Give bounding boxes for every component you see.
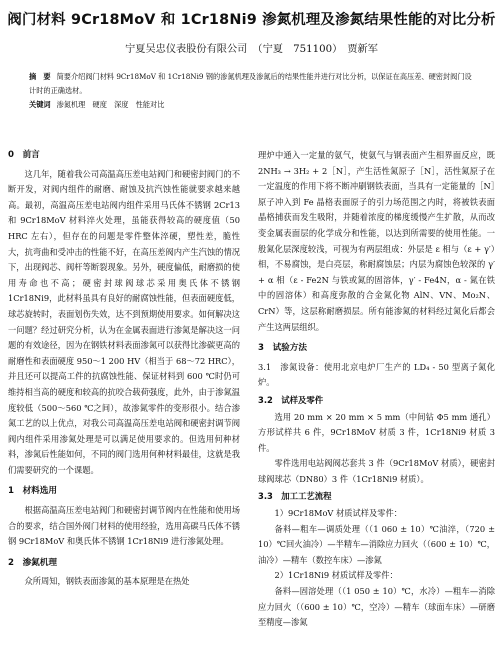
materials-paragraph: 根据高温高压差电站阀门和硬密封调节阀内在性能和使用场合的要求，结合国外阀门材料的使用经验，选用高碳马氏体不锈钢 9Cr18MoV 和奥氏体不锈钢 1Cr18Ni9 进行渗氮处理。 bbox=[8, 505, 240, 547]
mechanism-paragraph-continued: 理炉中通入一定量的氨气，使氨气与钢表面产生相界面反应，既 2NH₃ → 3H₂ + 2［N］，产生活性氮原子［N］，活性氮原子在一定温度的作用下将不断冲刷钢铁表面，当具有一定能量的［N］原子冲入到 Fe 晶格表面原子的引力场范围之内时，将被铁表面晶格捕获而发生吸附，并随着浓度的梯度缓慢产生扩散，从而改变金属表面层的化学成分和性能，以达到所需要的使用性能。一般氮化层深度较浅，可视为有两层组成：外层是 ε 相与（ε + γ′）相，不易腐蚀，是白亮层，称耐腐蚀层；内层为腐蚀色较深的 γ′ + α 相（ε - Fe2N 与铁或氮的固溶体，γ′ - Fe4N，α - 氮在铁中的固溶体）和高度弥散的合金氮化物 AlN、VN、Mo₂N、CrN）等，这层称耐磨损层。所有能渗氮的材料经过氮化后都会产生这两层组织。 bbox=[258, 150, 495, 332]
parts-paragraph: 零件选用电站阀阀芯套共 3 件（9Cr18MoV 材质），硬密封球阀球芯（DN80）3 件（1Cr18Ni9 材质）。 bbox=[258, 458, 495, 484]
abstract-paragraph bbox=[29, 70, 477, 98]
author-line: 宁夏吴忠仪表股份有限公司 （宁夏 751100） 贾新军 bbox=[125, 44, 378, 55]
process-item-1-label: 1）9Cr18MoV 材质试样及零件： bbox=[274, 508, 402, 519]
mechanism-paragraph-start: 众所周知，钢铁表面渗氮的基本原理是在热处 bbox=[24, 576, 190, 587]
section-heading-materials: 1 材料选用 bbox=[8, 486, 57, 497]
subheading-process-flow: 3.3 加工工艺流程 bbox=[258, 491, 332, 502]
abstract-label: 摘 要 bbox=[29, 72, 51, 81]
keywords-paragraph bbox=[29, 98, 477, 112]
process-item-1-flow: 备料—粗车—调质处理（（1 060 ± 10）℃油淬，（720 ± 10）℃回火油冷）—半精车—消除应力回火（（600 ± 10）℃，油冷）—精车（数控车床）—渗氮 bbox=[258, 523, 495, 565]
abstract-block bbox=[29, 70, 477, 112]
section-heading-preface: 0 前言 bbox=[8, 150, 40, 160]
left-column bbox=[8, 148, 240, 590]
subheading-samples: 3.2 试样及零件 bbox=[258, 394, 324, 405]
section-heading-test-method: 3 试验方法 bbox=[258, 343, 307, 354]
equipment-paragraph: 3.1 渗氮设备：使用北京电炉厂生产的 LD₄ - 50 型离子氮化炉。 bbox=[258, 361, 495, 388]
preface-paragraph: 这几年，随着我公司高温高压差电站阀门和硬密封阀门的不断开发，对阀内组件的耐磨、耐蚀及抗汽蚀性能就要求越来越高。最初，高温高压差电站阀内组件采用马氏体不锈钢 2Cr13 和 9Cr18MoV 材料淬火处理，虽能获得较高的硬度值（50 HRC 左右），但存在的问题是零件整体淬硬，塑性差，脆性大，抗弯曲和受冲击的性能不好，在高压差阀内产生汽蚀的情况下，出现阀芯、阀杆等断裂现象。另外，硬度偏低，耐磨损的使用寿命也不高；硬密封球阀球芯采用奥氏体不锈钢 1Cr18Ni9，此材料虽具有良好的耐腐蚀性能，但表面硬度低，球芯旋转时，表面划伤失效，达不到预期使用要求。如何解决这一问题？经过研究分析，认为在金属表面进行渗氮是解决这一问题的有效途径，因为在钢铁材料表面渗氮可以获得比渗碳更高的耐磨性和表面硬度 950～1 200 HV（相当于 68～72 HRC），并且还可以提高工件的抗腐蚀性能、保证材料到 600 ℃时仍可维持相当高的硬度和较高的抗咬合载荷强度，此外，由于渗氮温度较低（500～560 ℃之间），故渗氮零件的变形很小。结合渗氮工艺的以上优点，对我公司高温高压差电站阀和硬密封调节阀阀内组件采用渗氮处理是可以满足使用要求的。但选用何种材料，渗氮后性能如何，不同的阀门选用何种材料最佳，这就是我们需要研究的一个课题。 bbox=[8, 168, 240, 475]
samples-paragraph: 选用 20 mm × 20 mm × 5 mm（中间钻 Φ5 mm 通孔）方形试样共 6 件，9Cr18MoV 材质 3 件，1Cr18Ni9 材质 3 件。 bbox=[258, 411, 495, 453]
abstract-text: 简要介绍阀门材料 9Cr18MoV 和 1Cr18Ni9 钢的渗氮机理及渗氮后的结果性能并进行对比分析，以保证在高压差、硬密封阀门设计时的正确选材。 bbox=[29, 72, 472, 95]
keywords-text: 渗氮机理 硬度 深度 性能对比 bbox=[56, 100, 165, 109]
process-item-2-flow: 备料—固溶处理（（1 050 ± 10）℃，水冷）—粗车—消除应力回火（（600 ± 10）℃，空冷）—精车（球面车床）—研磨至精度—渗氮 bbox=[258, 586, 495, 628]
section-heading-mechanism: 2 渗氮机理 bbox=[8, 557, 57, 568]
paper-title: 阀门材料 9Cr18MoV 和 1Cr18Ni9 渗氮机理及渗氮结果性能的对比分析 bbox=[7, 12, 496, 28]
right-column bbox=[258, 148, 495, 631]
process-item-2-label: 2）1Cr18Ni9 材质试样及零件： bbox=[274, 570, 398, 581]
keywords-label: 关键词 bbox=[29, 100, 51, 109]
